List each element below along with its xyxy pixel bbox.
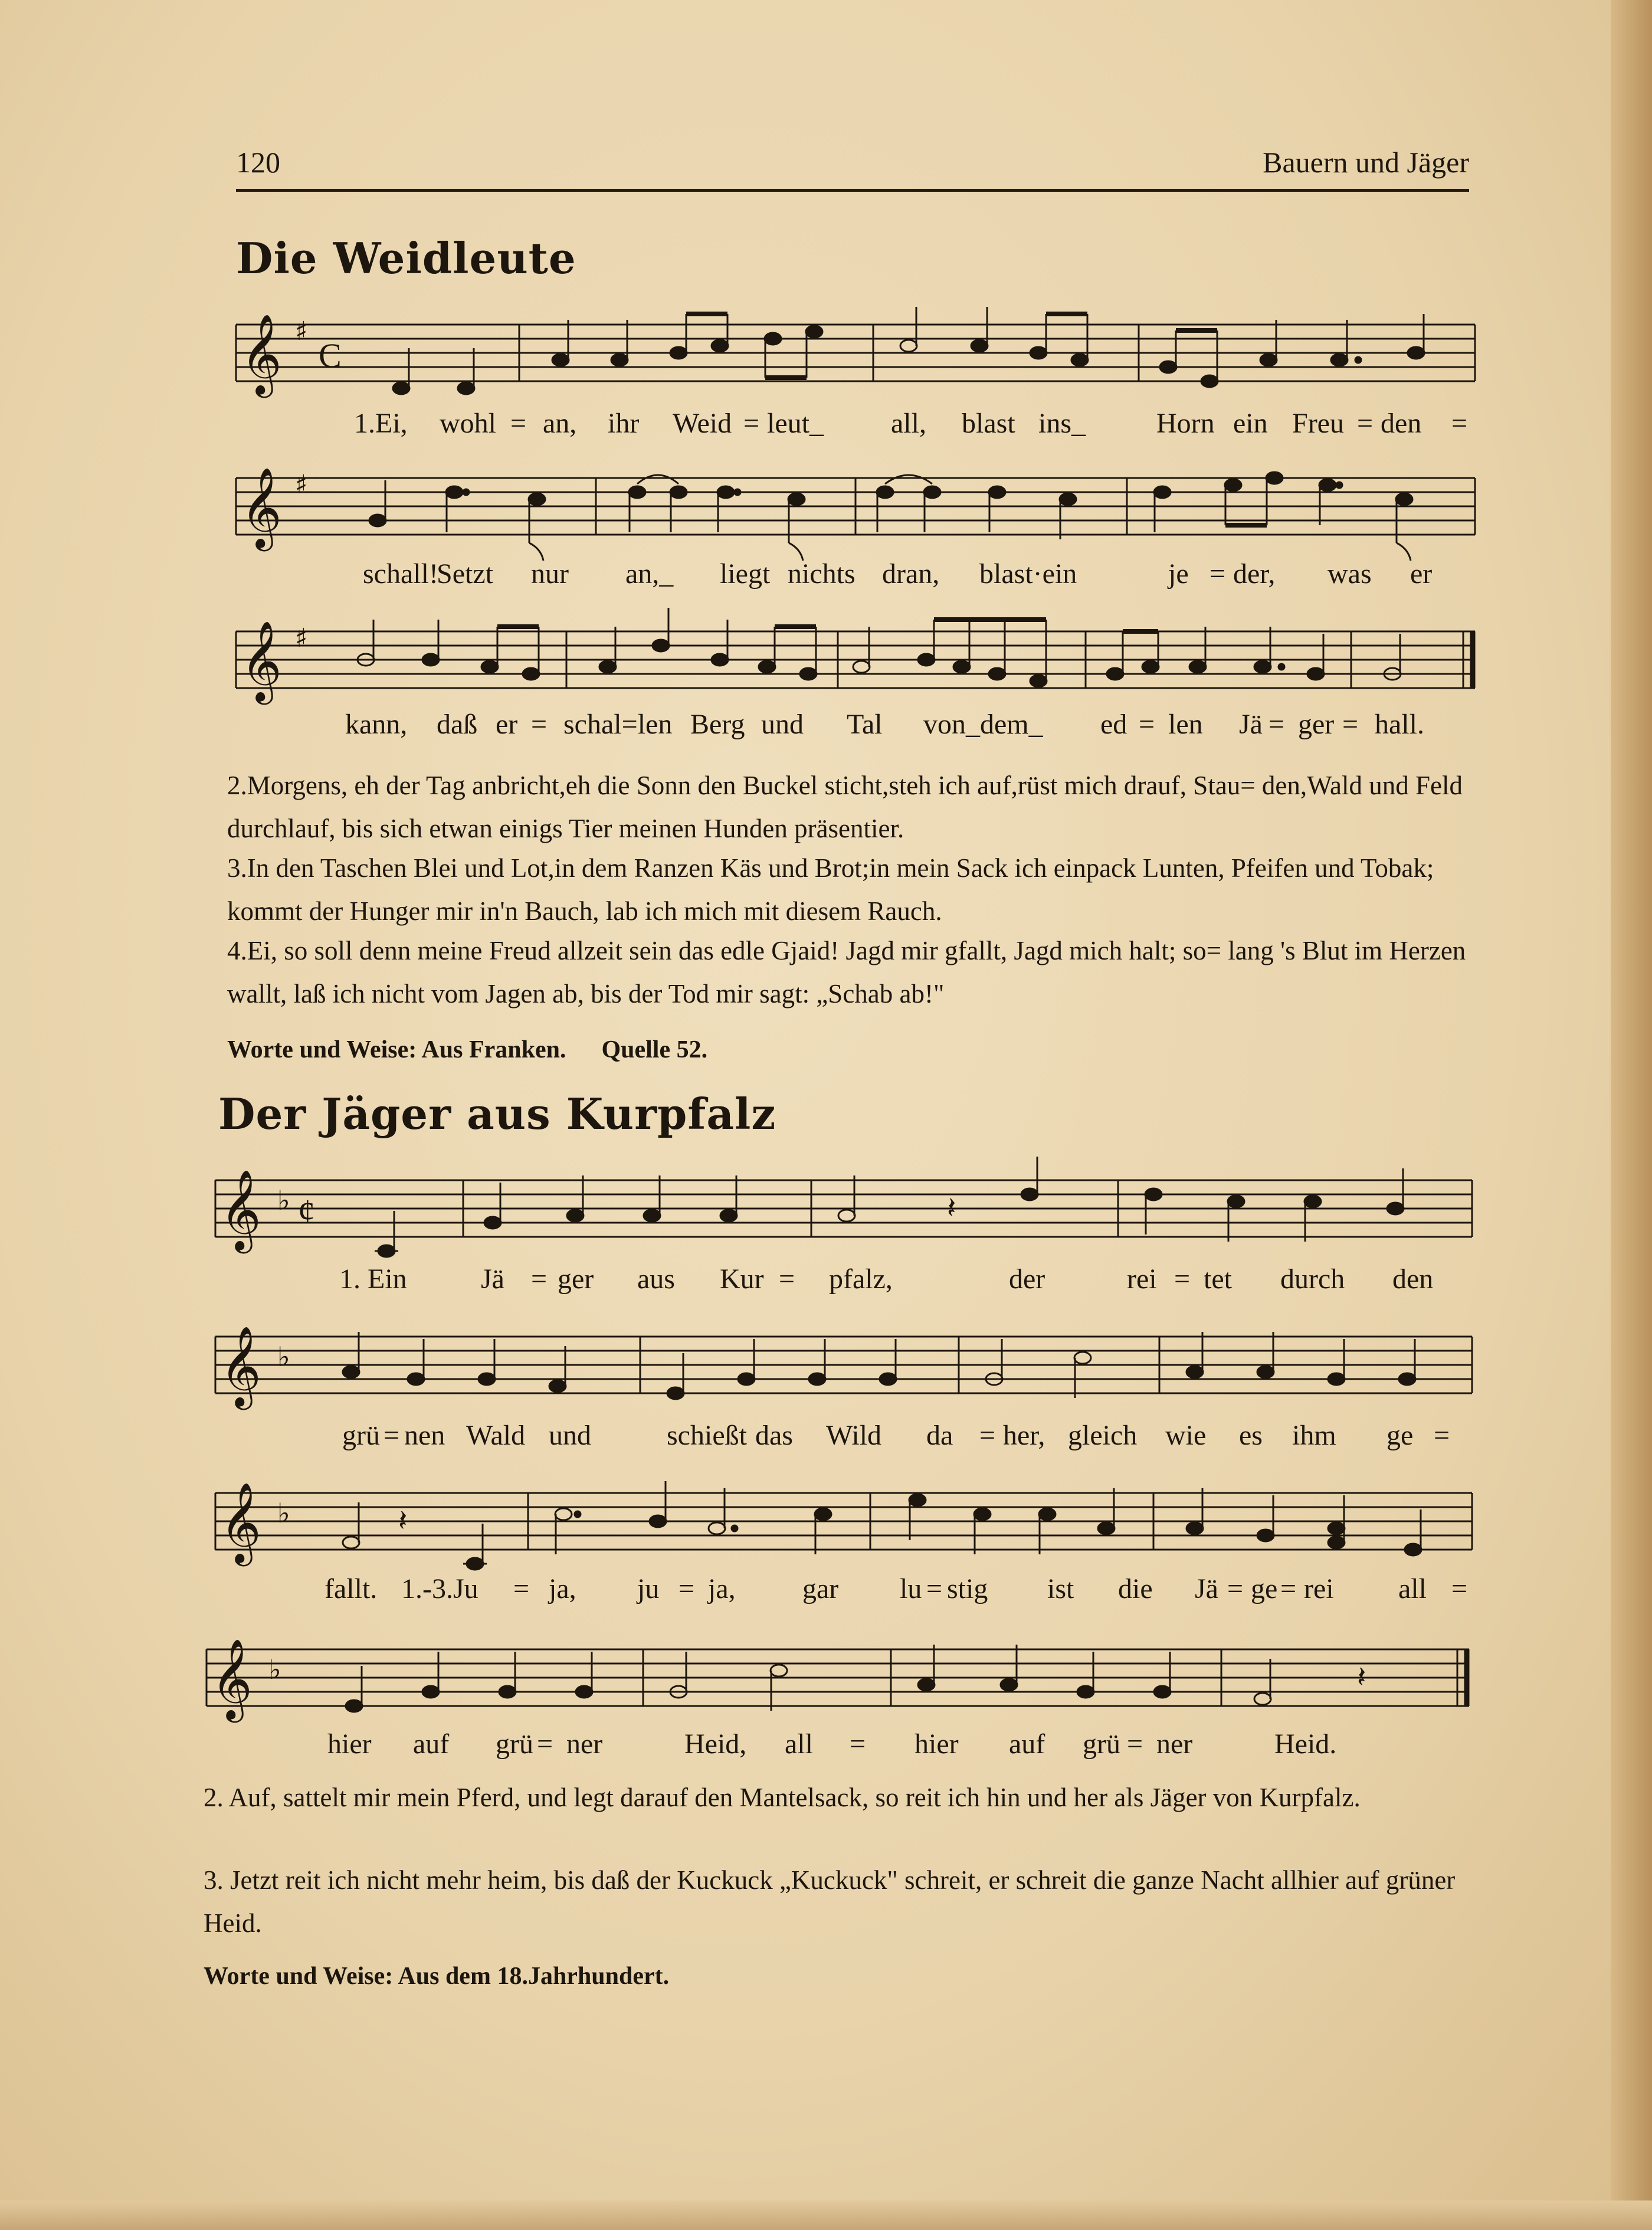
lyric-syllable: auf	[1009, 1728, 1045, 1760]
lyric-syllable: schießt	[667, 1420, 747, 1451]
flat-icon: ♭	[277, 1184, 290, 1216]
lyric-syllable: hall.	[1375, 709, 1424, 740]
lyric-syllable: schal=len	[563, 709, 673, 740]
lyric-syllable: schall!	[363, 558, 438, 590]
lyric-syllable: =	[513, 1573, 530, 1604]
lyric-syllable: =	[1280, 1573, 1297, 1604]
lyric-syllable: Kur	[720, 1263, 764, 1295]
lyric-syllable: durch	[1280, 1263, 1345, 1295]
lyric-syllable: Jä	[1195, 1573, 1218, 1604]
lyric-syllable: =	[531, 709, 548, 740]
lyric-syllable: =	[1139, 709, 1155, 740]
lyric-syllable: =	[510, 408, 527, 439]
lyric-syllable: Setzt	[437, 558, 493, 590]
treble-clef-icon: 𝄞	[241, 466, 282, 548]
lyric-syllable: da	[926, 1420, 953, 1451]
lyrics-line	[236, 708, 1475, 749]
staff-notation	[209, 1469, 1478, 1587]
lyric-syllable: all	[785, 1728, 813, 1760]
lyric-syllable: rei	[1304, 1573, 1334, 1604]
lyric-syllable: =	[979, 1420, 996, 1451]
verse-4: 4.Ei, so soll denn meine Freud allzeit sein das edle Gjaid! Jagd mir gfallt, Jagd mich halt; so= lang 's Blut im Herzen wallt, laß ich nicht vom Jagen ab, bis der Tod mir sagt: „Schab ab!"	[227, 936, 1466, 1008]
music-staff	[201, 1626, 1475, 1744]
running-head	[236, 142, 1469, 192]
page-number: 120	[236, 146, 280, 179]
lyric-syllable: Wald	[466, 1420, 526, 1451]
lyric-syllable: Weid	[673, 408, 732, 439]
lyrics-line	[218, 1728, 1475, 1769]
lyric-syllable: der,	[1233, 558, 1276, 590]
lyric-syllable: Wild	[826, 1420, 882, 1451]
lyric-syllable: 1.-3.Ju	[401, 1573, 478, 1604]
lyric-syllable: der	[1009, 1263, 1045, 1295]
lyric-syllable: len	[1168, 709, 1203, 740]
section-title: Bauern und Jäger	[1263, 146, 1469, 179]
lyric-syllable: was	[1328, 558, 1372, 590]
lyric-syllable: Heid,	[684, 1728, 747, 1760]
lyric-syllable: nichts	[788, 558, 856, 590]
lyric-syllable: nur	[531, 558, 569, 590]
music-staff	[209, 1313, 1478, 1431]
lyrics-line	[236, 558, 1475, 599]
lyric-syllable: =	[1342, 709, 1359, 740]
lyric-syllable: ist	[1047, 1573, 1074, 1604]
lyric-syllable: daß	[437, 709, 478, 740]
lyric-syllable: er	[1410, 558, 1433, 590]
sharp-icon: ♯	[295, 623, 308, 653]
lyric-syllable: her,	[1003, 1420, 1045, 1451]
lyric-syllable: ja,	[549, 1573, 576, 1604]
lyrics-line	[218, 1573, 1475, 1614]
verse-2: 2.Morgens, eh der Tag anbricht,eh die Sonn den Buckel sticht,steh ich auf,rüst mich drauf, Stau= den,Wald und Feld durchlauf, bis sich etwan einigs Tier meinen Hunden präsentier.	[227, 771, 1463, 843]
lyric-syllable: =	[1434, 1420, 1450, 1451]
lyric-syllable: kann,	[345, 709, 408, 740]
lyric-syllable: an,	[543, 408, 577, 439]
quarter-rest-icon: 𝄽	[398, 1504, 408, 1538]
lyric-syllable: ein	[1233, 408, 1268, 439]
lyric-syllable: ge	[1251, 1573, 1278, 1604]
time-signature: C	[319, 336, 342, 375]
lyric-syllable: =	[384, 1420, 400, 1451]
lyric-syllable: an,_	[625, 558, 674, 590]
lyric-syllable: wie	[1165, 1420, 1207, 1451]
lyric-syllable: dran,	[882, 558, 940, 590]
lyric-syllable: ner	[566, 1728, 603, 1760]
lyric-syllable: den	[1381, 408, 1422, 439]
staff-notation	[209, 1157, 1478, 1275]
lyric-syllable: grü	[496, 1728, 533, 1760]
sharp-icon: ♯	[295, 470, 308, 500]
lyric-syllable: und	[549, 1420, 591, 1451]
treble-clef-icon: 𝄞	[241, 313, 282, 394]
lyric-syllable: Jä	[481, 1263, 504, 1295]
credit-label: Worte und Weise: Aus dem 18.Jahrhundert.	[204, 1963, 670, 1990]
lyric-syllable: gleich	[1068, 1420, 1138, 1451]
lyric-syllable: ed	[1100, 709, 1127, 740]
staff-notation	[201, 1626, 1475, 1744]
lyric-syllable: leut_	[767, 408, 824, 439]
lyric-syllable: hier	[914, 1728, 959, 1760]
lyric-syllable: ihr	[608, 408, 640, 439]
lyrics-line	[218, 1263, 1475, 1304]
lyric-syllable: aus	[637, 1263, 675, 1295]
flat-icon: ♭	[277, 1497, 290, 1529]
lyric-syllable: Heid.	[1274, 1728, 1337, 1760]
lyric-syllable: all,	[891, 408, 926, 439]
lyric-syllable: =	[1127, 1728, 1143, 1760]
lyric-syllable: =	[1357, 408, 1374, 439]
lyric-syllable: ju	[637, 1573, 660, 1604]
lyric-syllable: stig	[947, 1573, 988, 1604]
lyric-syllable: tet	[1204, 1263, 1232, 1295]
lyric-syllable: gar	[802, 1573, 839, 1604]
page-edge-shadow	[1611, 0, 1652, 2230]
lyric-syllable: die	[1118, 1573, 1153, 1604]
flat-icon: ♭	[268, 1653, 281, 1685]
lyric-syllable: ihm	[1292, 1420, 1336, 1451]
lyric-syllable: ner	[1156, 1728, 1193, 1760]
credit-line	[227, 1036, 707, 1064]
lyric-syllable: Jä	[1239, 709, 1263, 740]
song-title-die-weidleute: Die Weidleute	[236, 233, 576, 283]
lyric-syllable: pfalz,	[829, 1263, 893, 1295]
treble-clef-icon: 𝄞	[211, 1638, 253, 1719]
lyric-syllable: hier	[327, 1728, 372, 1760]
lyric-syllable: Freu	[1292, 408, 1344, 439]
credit-label: Worte und Weise: Aus Franken.	[227, 1036, 566, 1063]
lyric-syllable: =	[779, 1263, 795, 1295]
sharp-icon: ♯	[295, 316, 308, 346]
lyric-syllable: es	[1239, 1420, 1263, 1451]
lyric-syllable: von_dem_	[923, 709, 1043, 740]
lyric-syllable: =	[850, 1728, 866, 1760]
music-staff	[209, 1157, 1478, 1275]
lyric-syllable: auf	[413, 1728, 450, 1760]
credit-line	[204, 1962, 669, 1990]
song-title-der-jaeger-aus-kurpfalz: Der Jäger aus Kurpfalz	[218, 1089, 776, 1139]
treble-clef-icon: 𝄞	[220, 1325, 261, 1406]
lyric-syllable: den	[1392, 1263, 1434, 1295]
lyric-syllable: =	[926, 1573, 943, 1604]
lyric-syllable: Tal	[847, 709, 883, 740]
lyric-syllable: ge	[1386, 1420, 1414, 1451]
time-signature: ¢	[298, 1192, 315, 1230]
verse-3: 3.In den Taschen Blei und Lot,in dem Ranzen Käs und Brot;in mein Sack ich einpack Lunten, Pfeifen und Tobak; kommt der Hunger mir in'n Bauch, lab ich mich mit diesem Rauch.	[227, 853, 1434, 926]
lyric-syllable: grü	[1083, 1728, 1120, 1760]
treble-clef-icon: 𝄞	[241, 620, 282, 701]
lyric-syllable: er	[496, 709, 518, 740]
page-bottom-edge	[0, 2200, 1652, 2230]
credit-source: Quelle 52.	[601, 1036, 708, 1063]
lyric-syllable: ger	[1298, 709, 1335, 740]
lyric-syllable: blast·ein	[979, 558, 1077, 590]
music-staff	[209, 1469, 1478, 1587]
lyric-syllable: 1.Ei,	[354, 408, 408, 439]
lyric-syllable: =	[1227, 1573, 1244, 1604]
lyric-syllable: =	[537, 1728, 553, 1760]
verse-2: 2. Auf, sattelt mir mein Pferd, und legt darauf den Mantelsack, so reit ich hin und her als Jäger von Kurpfalz.	[204, 1783, 1361, 1812]
lyric-syllable: 1. Ein	[339, 1263, 407, 1295]
lyric-syllable: Horn	[1156, 408, 1215, 439]
quarter-rest-icon: 𝄽	[947, 1191, 956, 1225]
staff-notation	[209, 1313, 1478, 1431]
verse-3: 3. Jetzt reit ich nicht mehr heim, bis daß der Kuckuck „Kuckuck" schreit, er schreit die ganze Nacht allhier auf grüner Heid.	[204, 1865, 1456, 1938]
lyric-syllable: wohl	[440, 408, 496, 439]
lyric-syllable: liegt	[720, 558, 771, 590]
lyric-syllable: ger	[558, 1263, 594, 1295]
music-staff	[230, 301, 1481, 425]
staff-notation	[230, 301, 1481, 425]
lyric-syllable: je	[1168, 558, 1189, 590]
lyrics-line	[236, 407, 1475, 448]
lyric-syllable: =	[1268, 709, 1285, 740]
lyric-syllable: all	[1398, 1573, 1427, 1604]
lyric-syllable: =	[531, 1263, 548, 1295]
lyric-syllable: =	[1210, 558, 1226, 590]
lyric-syllable: =	[1451, 1573, 1468, 1604]
lyric-syllable: blast	[962, 408, 1015, 439]
flat-icon: ♭	[277, 1341, 290, 1373]
lyric-syllable: das	[755, 1420, 793, 1451]
lyric-syllable: =	[743, 408, 760, 439]
lyric-syllable: rei	[1127, 1263, 1157, 1295]
lyric-syllable: ja,	[708, 1573, 736, 1604]
lyric-syllable: nen	[404, 1420, 445, 1451]
lyric-syllable: =	[1451, 408, 1468, 439]
lyrics-line	[218, 1419, 1475, 1461]
lyric-syllable: fallt.	[324, 1573, 378, 1604]
lyric-syllable: und	[761, 709, 804, 740]
lyric-syllable: =	[1174, 1263, 1191, 1295]
lyric-syllable: lu	[900, 1573, 922, 1604]
lyric-syllable: =	[678, 1573, 695, 1604]
lyric-syllable: ins_	[1038, 408, 1086, 439]
treble-clef-icon: 𝄞	[220, 1481, 261, 1563]
quarter-rest-icon: 𝄽	[1357, 1660, 1366, 1694]
lyric-syllable: Berg	[690, 709, 745, 740]
treble-clef-icon: 𝄞	[220, 1168, 261, 1250]
lyric-syllable: grü	[342, 1420, 380, 1451]
